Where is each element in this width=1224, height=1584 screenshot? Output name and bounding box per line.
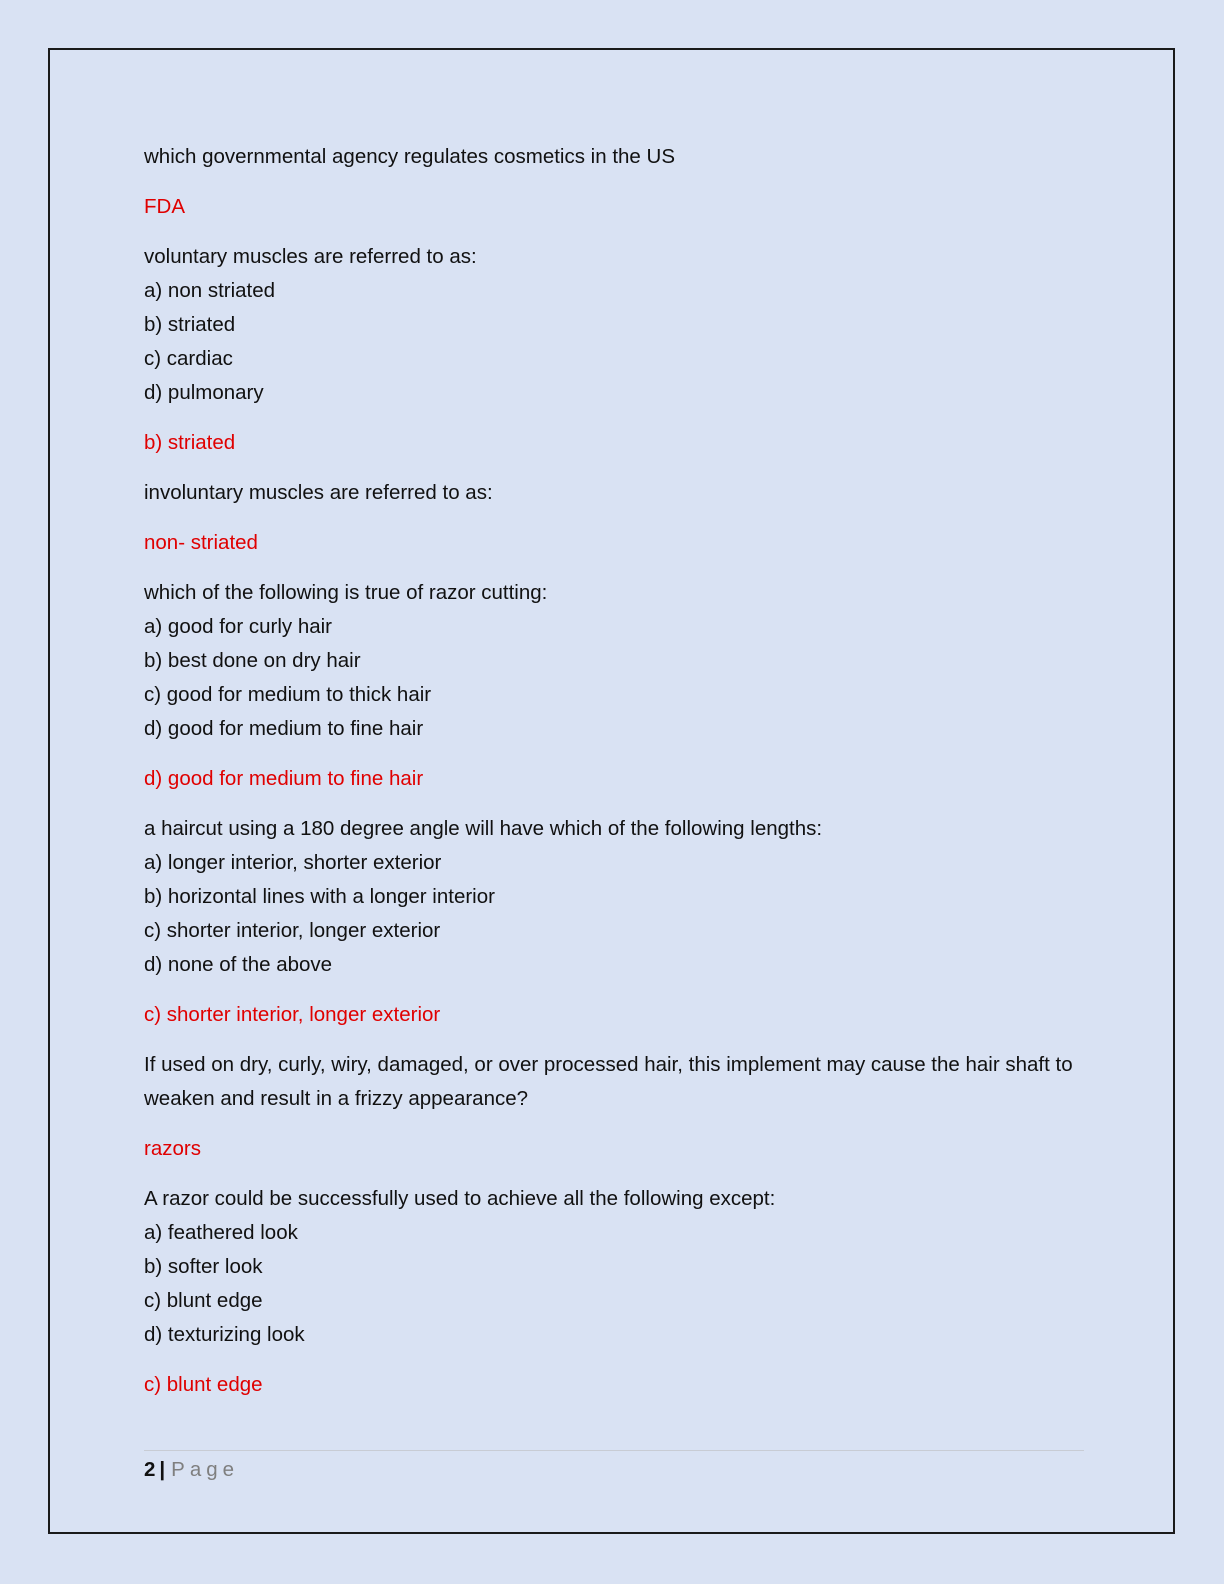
answer-text: non- striated [144, 531, 258, 554]
question-text: which governmental agency regulates cosmetics in the US [144, 145, 675, 168]
footer-divider [144, 1450, 1084, 1451]
question-block [144, 476, 1084, 510]
option-text: c) blunt edge [144, 1289, 263, 1312]
answer-block [144, 190, 1084, 224]
question-block [144, 140, 1084, 174]
question-block [144, 1182, 1084, 1352]
page-label: Page [171, 1458, 240, 1481]
document-body [144, 140, 1084, 1418]
question-block [144, 1048, 1084, 1116]
option-text: d) texturizing look [144, 1323, 305, 1346]
option-text: c) good for medium to thick hair [144, 683, 432, 706]
answer-text: c) shorter interior, longer exterior [144, 1003, 441, 1026]
option-text: c) cardiac [144, 347, 233, 370]
option-text: b) softer look [144, 1255, 263, 1278]
question-text: which of the following is true of razor cutting: [144, 581, 548, 604]
answer-block [144, 998, 1084, 1032]
option-text: c) shorter interior, longer exterior [144, 919, 441, 942]
option-text: b) horizontal lines with a longer interior [144, 885, 495, 908]
option-text: b) striated [144, 313, 236, 336]
answer-block [144, 762, 1084, 796]
answer-block [144, 526, 1084, 560]
answer-text: FDA [144, 195, 185, 218]
answer-block [144, 1132, 1084, 1166]
answer-text: d) good for medium to fine hair [144, 767, 424, 790]
question-text: voluntary muscles are referred to as: [144, 245, 477, 268]
option-text: d) good for medium to fine hair [144, 717, 424, 740]
option-text: d) none of the above [144, 953, 333, 976]
option-text: a) good for curly hair [144, 615, 333, 638]
answer-text: c) blunt edge [144, 1373, 263, 1396]
question-block [144, 812, 1084, 982]
question-block [144, 576, 1084, 746]
question-text: a haircut using a 180 degree angle will have which of the following lengths: [144, 817, 823, 840]
question-text: If used on dry, curly, wiry, damaged, or over processed hair, this implement may cause the hair shaft to weaken and result in a frizzy appearance? [144, 1053, 1073, 1110]
answer-block [144, 426, 1084, 460]
option-text: d) pulmonary [144, 381, 264, 404]
question-text: A razor could be successfully used to achieve all the following except: [144, 1187, 776, 1210]
question-text: involuntary muscles are referred to as: [144, 481, 493, 504]
question-block [144, 240, 1084, 410]
page-footer [144, 1454, 239, 1486]
answer-text: b) striated [144, 431, 236, 454]
option-text: a) feathered look [144, 1221, 298, 1244]
option-text: b) best done on dry hair [144, 649, 361, 672]
page-number: 2 [144, 1458, 156, 1481]
answer-block [144, 1368, 1084, 1402]
option-text: a) longer interior, shorter exterior [144, 851, 442, 874]
option-text: a) non striated [144, 279, 276, 302]
answer-text: razors [144, 1137, 201, 1160]
footer-separator: | [159, 1458, 166, 1481]
